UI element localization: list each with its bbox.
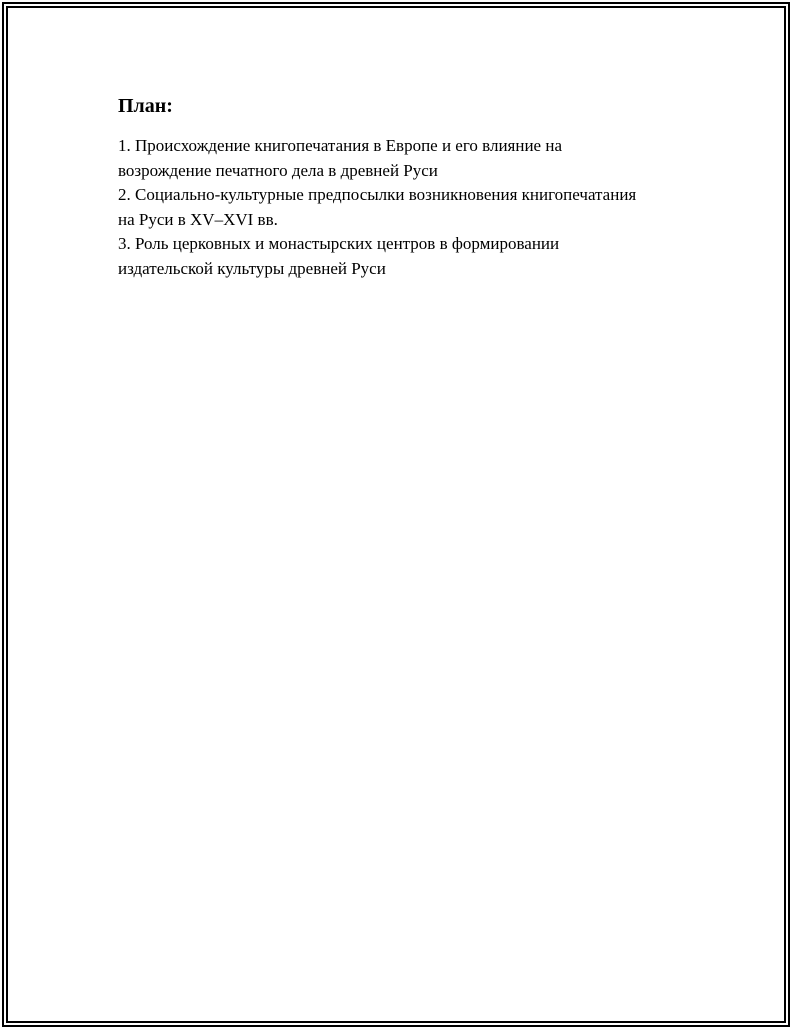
plan-item-1: 1. Происхождение книгопечатания в Европе и его влияние на возрождение печатного дела в древней Руси — [118, 136, 562, 180]
plan-item-3: 3. Роль церковных и монастырских центров в формировании издательской культуры древней Руси — [118, 234, 560, 278]
plan-item-2: 2. Социально-культурные предпосылки возникновения книгопечатания на Руси в XV–XVI вв. — [118, 185, 637, 229]
plan-heading: План: — [118, 95, 173, 117]
document-body — [118, 94, 698, 281]
plan-list — [118, 134, 698, 281]
